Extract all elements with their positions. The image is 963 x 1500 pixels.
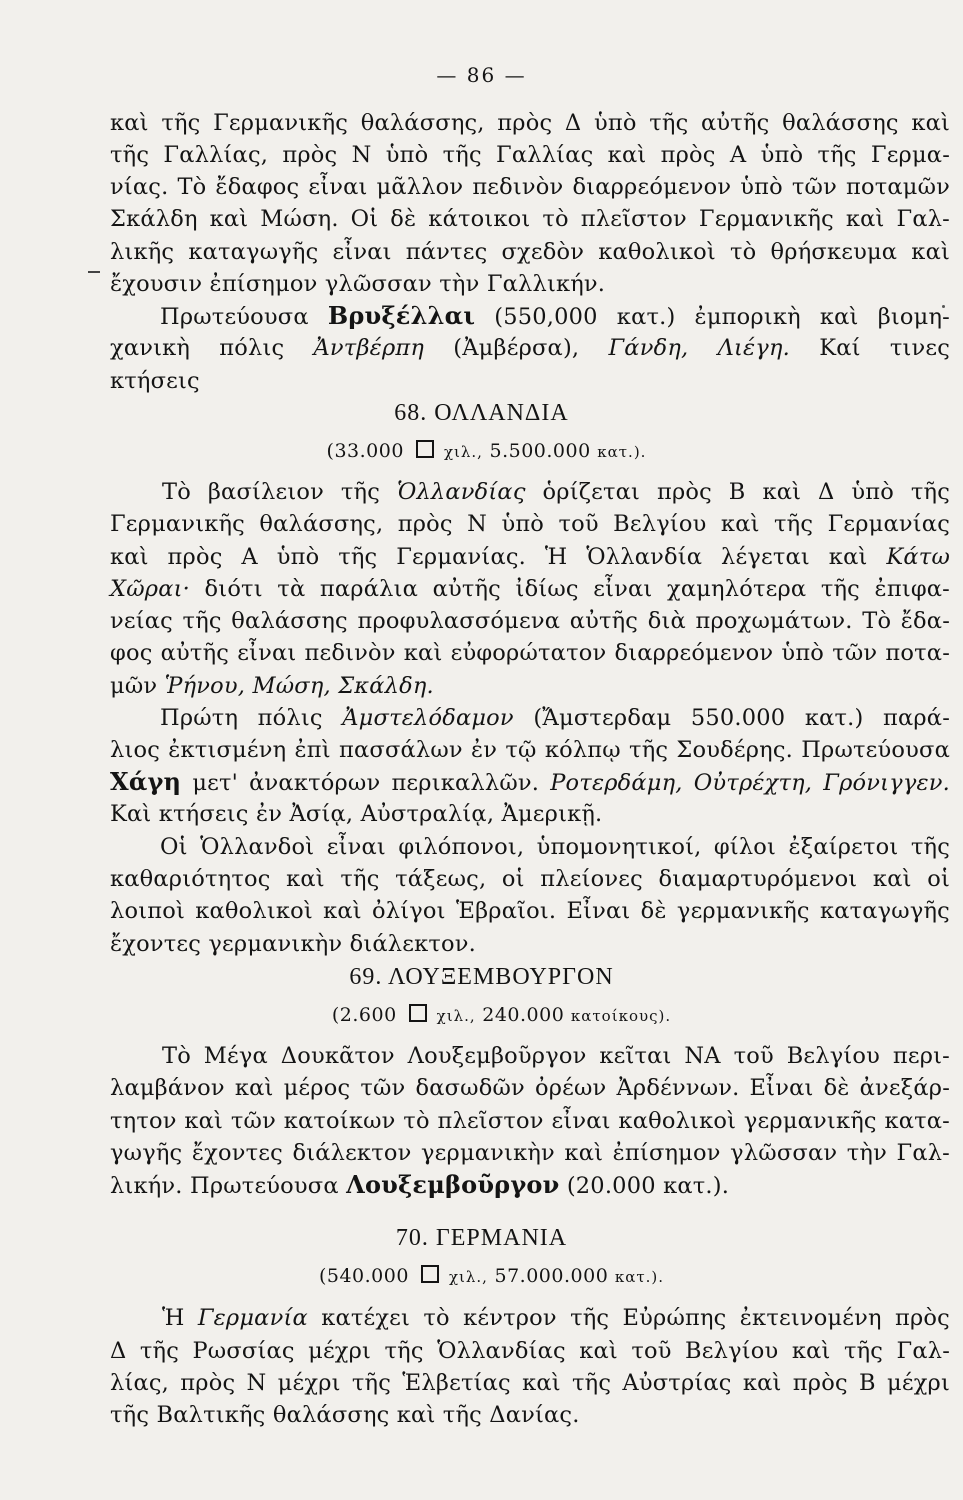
population-value: 240.000 [482,1004,565,1026]
square-symbol-icon [409,1004,427,1022]
square-symbol-icon [416,440,434,458]
section-heading: 70. ΓΕΡΜΑΝΙΑ [395,1225,568,1251]
area-value: (540.000 [318,1265,409,1287]
text-line: καθαριότητος καὶ τῆς τάξεως, οἱ πλείονες διαμαρτυρόμενοι καὶ οἱ [110,866,950,892]
section-heading: 68. ΟΛΛΑΝΔΙΑ [394,400,569,426]
square-symbol-icon [421,1265,439,1283]
country-name: Ὁλλανδίας [396,479,526,505]
italic-term: Κάτω [886,544,950,570]
country-name: Γερμανία [197,1305,308,1331]
capital-name: Λουξεμβοῦργον [346,1170,560,1199]
text-span: μῶν [110,673,158,699]
population-unit: κατ.). [597,443,647,461]
section-stats [0,1004,963,1026]
text-line: τῆς Γαλλίας, πρὸς Ν ὑπὸ τῆς Γαλλίας καὶ πρὸς Α ὑπὸ τῆς Γερμα- [110,142,950,168]
section-stats [0,1265,963,1287]
text-line [110,767,950,798]
text-line: ἔχουσιν ἐπίσημον γλῶσσαν τὴν Γαλλικήν. [110,271,606,297]
text-line: Σκάλδη καὶ Μώση. Οἱ δὲ κάτοικοι τὸ πλεῖστον Γερμανικῆς καὶ Γαλ- [110,206,950,232]
capital-name: Βρυξέλλαι [327,301,476,330]
text-span: Ἡ [162,1305,185,1331]
text-line: λικῆς καταγωγῆς εἶναι πάντες σχεδὸν καθολικοὶ τὸ θρήσκευμα καὶ [110,239,950,265]
city-name: Ἀντβέρπη [313,335,425,361]
text-span: Τὸ βασίλειον τῆς [162,479,381,505]
text-line: Οἱ Ὁλλανδοὶ εἶναι φιλόπονοι, ὑπομονητικοί, φίλοι ἐξαίρετοι τῆς [160,834,950,860]
text-line: γωγῆς ἔχοντες διάλεκτον γερμανικὴν καὶ ἐπίσημον γλῶσσαν τὴν Γαλ- [110,1140,950,1166]
text-line: λίας, πρὸς Ν μέχρι τῆς Ἑλβετίας καὶ τῆς Αὐστρίας καὶ πρὸς Β μέχρι [110,1370,950,1396]
text-span: Πρώτη πόλις [160,705,323,731]
cities-line [110,333,950,363]
population-value: 5.500.000 [489,440,591,462]
page-number: — 86 — [436,63,527,87]
text-line: Καὶ κτήσεις ἐν Ἀσίᾳ, Αὐστραλίᾳ, Ἀμερικῇ. [110,801,603,827]
text-line: τῆς Βαλτικῆς θαλάσσης καὶ τῆς Δανίας. [110,1402,580,1428]
text-span: Πρωτεύουσα [160,304,309,330]
city-names: Ροτερδάμη, Οὐτρέχτη, Γρόνιγγεν. [550,770,950,796]
text-span: (Ἄμστερδαμ 550.000 κατ.) παρά- [533,705,950,731]
text-span: Καί τινες [819,335,951,361]
population-unit: κατοίκους). [570,1007,672,1025]
text-span: χανικὴ πόλις [110,335,285,361]
area-unit: χιλ., [448,1268,488,1286]
area-unit: χιλ., [436,1007,476,1025]
italic-term: Χῶραι· [110,576,190,602]
text-line: φος αὐτῆς εἶναι πεδινὸν καὶ εὐφορώτατον διαρρεόμενον ὑπὸ τῶν ποτα- [110,640,950,666]
text-line [110,703,950,733]
text-line [110,1170,950,1201]
text-line: ἔχοντες γερμανικὴν διάλεκτον. [110,931,476,957]
text-span: λικήν. Πρωτεύουσα [110,1173,339,1199]
text-line: κτήσεις [110,368,200,394]
text-span: κατέχει τὸ κέντρον τῆς Εὐρώπης ἐκτεινομένη πρὸς [321,1305,950,1331]
city-name: Λιέγη. [717,335,790,361]
text-span: καὶ πρὸς Α ὑπὸ τῆς Γερμανίας. Ἡ Ὁλλανδία λέγεται καὶ [110,544,868,570]
text-line: Δ τῆς Ρωσσίας μέχρι τῆς Ὁλλανδίας καὶ τοῦ Βελγίου καὶ τῆς Γαλ- [110,1338,950,1364]
text-line: νείας τῆς θαλάσσης προφυλασσόμενα αὐτῆς διὰ προχωμάτων. Τὸ ἔδα- [110,608,950,634]
text-line [110,1303,950,1333]
margin-mark [88,271,100,273]
section-heading: 69. ΛΟΥΞΕΜΒΟΥΡΓΟΝ [349,964,614,990]
city-name: Ἀμστελόδαμον [342,705,514,731]
population-unit: κατ.). [614,1268,665,1286]
text-line: Τὸ Μέγα Δουκᾶτον Λουξεμβοῦργον κεῖται ΝΑ τοῦ Βελγίου περι- [162,1043,950,1069]
area-unit: χιλ., [443,443,483,461]
population-value: 57.000.000 [494,1265,609,1287]
text-line [110,574,950,604]
text-line: Γερμανικῆς θαλάσσης, πρὸς Ν ὑπὸ τοῦ Βελγίου καὶ τῆς Γερμανίας [110,511,950,537]
river-names: Ῥήνου, Μώση, Σκάλδη. [164,673,434,699]
city-name: Γάνδη, [608,335,689,361]
text-line: λαμβάνον καὶ μέρος τῶν δασωδῶν ὀρέων Ἀρδέννων. Εἶναι δὲ ἀνεξάρ- [110,1075,950,1101]
text-line [110,671,950,701]
capital-name: Χάγη [110,767,182,796]
text-line: λοιποὶ καθολικοὶ καὶ ὀλίγοι Ἑβραῖοι. Εἶναι δὲ γερμανικῆς καταγωγῆς [110,898,950,924]
area-value: (33.000 [326,440,404,462]
text-line [110,477,950,507]
text-span: (20.000 κατ.). [566,1173,730,1199]
text-line [110,542,950,572]
text-line: νίας. Τὸ ἔδαφος εἶναι μᾶλλον πεδινὸν διαρρεόμενον ὑπὸ τῶν ποταμῶν [110,174,950,200]
text-line: καὶ τῆς Γερμανικῆς θαλάσσης, πρὸς Δ ὑπὸ τῆς αὐτῆς θαλάσσης καὶ [110,110,950,136]
area-value: (2.600 [331,1004,397,1026]
text-span: (Ἀμβέρσα), [453,335,580,361]
section-stats [0,440,963,462]
text-line: τητον καὶ τῶν κατοίκων τὸ πλεῖστον εἶναι καθολικοὶ γερμανικῆς κατα- [110,1108,950,1134]
text-span: μετ' ἀνακτόρων περικαλλῶν. [192,770,540,796]
capital-line [110,301,950,332]
text-span: ὁρίζεται πρὸς Β καὶ Δ ὑπὸ τῆς [542,479,950,505]
text-span: (550,000 κατ.) ἐμπορικὴ καὶ βιομη- [494,304,950,330]
text-span: διότι τὰ παράλια αὐτῆς ἰδίως εἶναι χαμηλότερα τῆς ἐπιφα- [204,576,950,602]
text-line: λιος ἐκτισμένη ἐπὶ πασσάλων ἐν τῷ κόλπῳ τῆς Σουδέρης. Πρωτεύουσα [110,737,950,763]
